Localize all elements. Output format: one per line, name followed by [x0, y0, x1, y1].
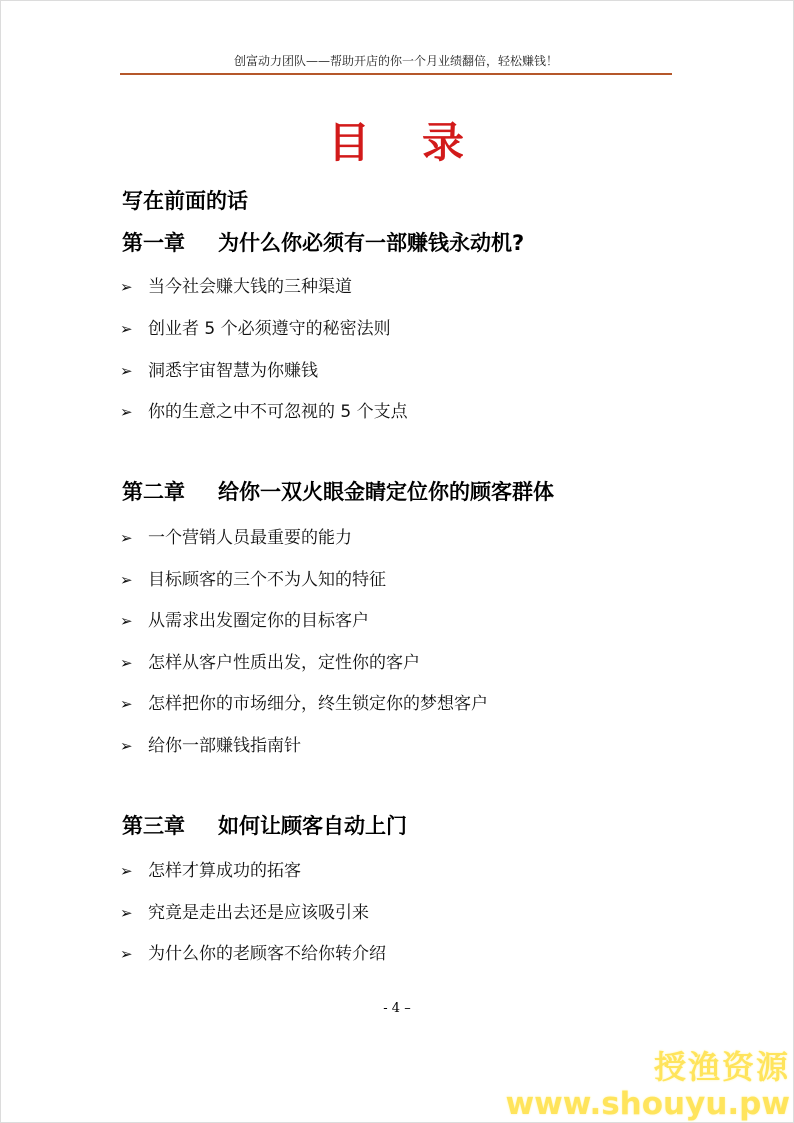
arrow-bullet-icon: ➢ — [120, 945, 133, 963]
toc-item[interactable] — [120, 356, 318, 381]
toc-item-label: 怎样把你的市场细分，终生锁定你的梦想客户 — [148, 694, 488, 714]
toc-item-label: 一个营销人员最重要的能力 — [148, 528, 352, 548]
arrow-bullet-icon: ➢ — [120, 904, 133, 922]
toc-item[interactable] — [120, 689, 488, 714]
toc-preface-entry[interactable]: 写在前面的话 — [122, 189, 248, 213]
toc-title — [0, 110, 794, 170]
toc-item-label: 究竟是走出去还是应该吸引来 — [148, 903, 369, 923]
watermark-url: www.shouyu.pw — [505, 1086, 790, 1122]
arrow-bullet-icon: ➢ — [120, 612, 133, 630]
chapter-number: 第三章 — [122, 814, 185, 838]
watermark — [506, 1042, 790, 1122]
toc-item-label: 创业者 5 个必须遵守的秘密法则 — [148, 319, 391, 339]
toc-item-label: 给你一部赚钱指南针 — [148, 736, 301, 756]
chapter-2-heading[interactable] — [122, 476, 554, 506]
toc-item-label: 怎样从客户性质出发，定性你的客户 — [148, 653, 420, 673]
toc-item[interactable] — [120, 397, 408, 422]
toc-item[interactable] — [120, 648, 420, 673]
toc-item[interactable] — [120, 314, 391, 339]
watermark-brand: 授渔资源 — [653, 1048, 790, 1086]
chapter-1-heading[interactable] — [122, 227, 524, 257]
arrow-bullet-icon: ➢ — [120, 529, 133, 547]
toc-item[interactable] — [120, 731, 301, 756]
chapter-number: 第二章 — [122, 480, 185, 504]
toc-item-label: 洞悉宇宙智慧为你赚钱 — [148, 361, 318, 381]
arrow-bullet-icon: ➢ — [120, 362, 133, 380]
toc-item[interactable] — [120, 939, 386, 964]
chapter-number: 第一章 — [122, 231, 185, 255]
toc-item[interactable] — [120, 856, 301, 881]
toc-title-right: 录 — [422, 118, 467, 167]
toc-title-left: 目 — [327, 118, 372, 167]
arrow-bullet-icon: ➢ — [120, 737, 133, 755]
arrow-bullet-icon: ➢ — [120, 571, 133, 589]
chapter-title: 为什么你必须有一部赚钱永动机? — [218, 231, 525, 255]
toc-item-label: 你的生意之中不可忽视的 5 个支点 — [148, 402, 408, 422]
arrow-bullet-icon: ➢ — [120, 695, 133, 713]
toc-item[interactable] — [120, 272, 352, 297]
toc-item-label: 目标顾客的三个不为人知的特征 — [148, 570, 386, 590]
toc-item[interactable] — [120, 898, 369, 923]
arrow-bullet-icon: ➢ — [120, 278, 133, 296]
page-number: - 4 – — [383, 1001, 411, 1016]
running-header: 创富动力团队——帮助开店的你一个月业绩翻倍，轻松赚钱！ — [233, 54, 558, 68]
arrow-bullet-icon: ➢ — [120, 862, 133, 880]
chapter-title: 给你一双火眼金睛定位你的顾客群体 — [218, 480, 554, 504]
toc-item[interactable] — [120, 606, 369, 631]
toc-item[interactable] — [120, 565, 386, 590]
toc-item-label: 怎样才算成功的拓客 — [148, 861, 301, 881]
chapter-3-heading[interactable] — [122, 810, 407, 840]
chapter-title: 如何让顾客自动上门 — [218, 814, 407, 838]
toc-item-label: 当今社会赚大钱的三种渠道 — [148, 277, 352, 297]
toc-item-label: 为什么你的老顾客不给你转介绍 — [148, 944, 386, 964]
arrow-bullet-icon: ➢ — [120, 654, 133, 672]
header-rule — [120, 73, 672, 75]
toc-item-label: 从需求出发圈定你的目标客户 — [148, 611, 369, 631]
arrow-bullet-icon: ➢ — [120, 320, 133, 338]
toc-item[interactable] — [120, 523, 352, 548]
arrow-bullet-icon: ➢ — [120, 403, 133, 421]
